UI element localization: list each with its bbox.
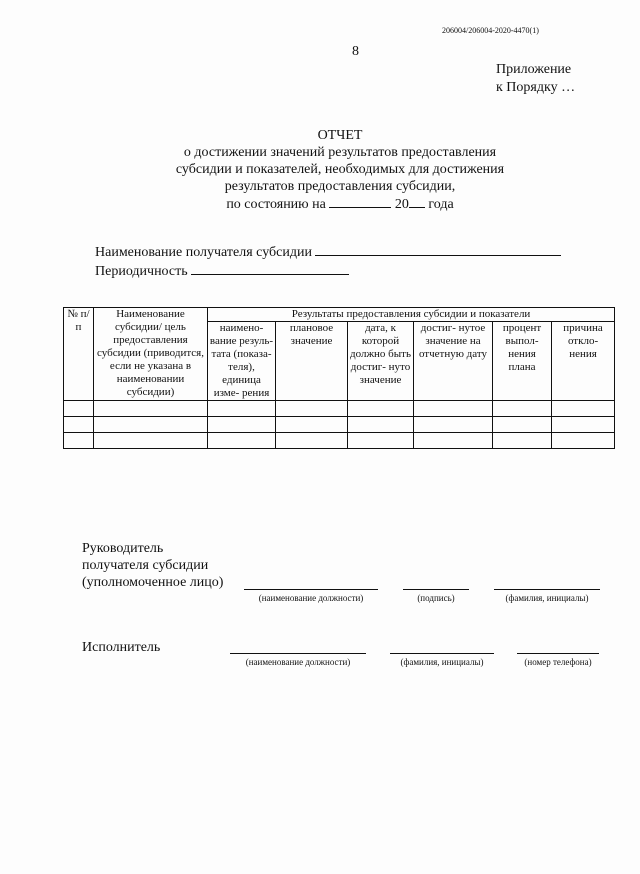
table-row	[64, 433, 615, 449]
header-deviation-reason: причина откло- нения	[552, 322, 615, 401]
table-cell[interactable]	[208, 401, 276, 417]
head-label-line-3: (уполномоченное лицо)	[82, 575, 224, 590]
head-position-line[interactable]	[244, 589, 378, 590]
periodicity-label: Периодичность	[95, 264, 188, 279]
header-target-date: дата, к которой должно быть достиг- нуто значение	[348, 322, 414, 401]
date-blank-year[interactable]	[409, 195, 425, 208]
exec-caption-phone: (номер телефона)	[524, 657, 592, 667]
executor-label: Исполнитель	[82, 640, 161, 655]
head-caption-position: (наименование должности)	[258, 593, 364, 603]
head-name-line[interactable]	[494, 589, 600, 590]
exec-caption-position: (наименование должности)	[245, 657, 351, 667]
table-cell[interactable]	[276, 401, 348, 417]
header-subsidy-name: Наименование субсидии/ цель предоставления субсидии (приводится, если не указана в наименовании субсидии)	[94, 308, 208, 401]
header-number: № п/п	[64, 308, 94, 401]
table-cell[interactable]	[414, 417, 493, 433]
header-achieved-value: достиг- нутое значение на отчетную дату	[414, 322, 493, 401]
table-row	[64, 401, 615, 417]
table-cell[interactable]	[552, 417, 615, 433]
appendix-note	[496, 61, 575, 97]
table-cell[interactable]	[414, 433, 493, 449]
table-cell[interactable]	[348, 417, 414, 433]
head-signature-line[interactable]	[403, 589, 469, 590]
exec-position-line[interactable]	[230, 653, 366, 654]
title-line-2: субсидии и показателей, необходимых для достижения	[175, 162, 505, 177]
header-planned-value: плановое значение	[276, 322, 348, 401]
appendix-line-1: Приложение	[496, 62, 572, 77]
table-cell[interactable]	[94, 401, 208, 417]
header-results-group: Результаты предоставления субсидии и показатели	[208, 308, 615, 322]
table-cell[interactable]	[276, 417, 348, 433]
periodicity-input-line[interactable]	[191, 262, 349, 275]
title-line-3: результатов предоставления субсидии,	[224, 179, 456, 194]
head-caption-name: (фамилия, инициалы)	[505, 593, 589, 603]
table-cell[interactable]	[64, 401, 94, 417]
table-row	[64, 417, 615, 433]
page-number: 8	[352, 44, 359, 59]
report-title	[120, 127, 560, 213]
report-heading: ОТЧЕТ	[317, 128, 363, 143]
table-cell[interactable]	[552, 433, 615, 449]
table-cell[interactable]	[414, 401, 493, 417]
head-label-line-1: Руководитель	[82, 541, 164, 556]
recipient-field	[95, 243, 561, 261]
head-caption-signature: (подпись)	[417, 593, 455, 603]
table-cell[interactable]	[276, 433, 348, 449]
table-cell[interactable]	[493, 401, 552, 417]
exec-name-line[interactable]	[390, 653, 494, 654]
title-line-4	[120, 195, 560, 213]
table-cell[interactable]	[208, 433, 276, 449]
table-cell[interactable]	[552, 401, 615, 417]
recipient-label: Наименование получателя субсидии	[95, 245, 312, 260]
date-suffix: года	[428, 197, 454, 212]
header-completion-percent: процент выпол- нения плана	[493, 322, 552, 401]
table-cell[interactable]	[94, 417, 208, 433]
exec-caption-name: (фамилия, инициалы)	[400, 657, 484, 667]
appendix-line-2: к Порядку …	[496, 80, 576, 95]
table-cell[interactable]	[64, 433, 94, 449]
table-cell[interactable]	[348, 401, 414, 417]
table-cell[interactable]	[493, 433, 552, 449]
results-table	[63, 307, 615, 449]
title-line-1: о достижении значений результатов предоставления	[183, 145, 497, 160]
date-year-prefix: 20	[394, 197, 409, 212]
head-signature-label	[82, 540, 223, 591]
table-cell[interactable]	[348, 433, 414, 449]
header-result-name: наимено- вание резуль- тата (показа- теля), единица изме- рения	[208, 322, 276, 401]
table-cell[interactable]	[493, 417, 552, 433]
table-cell[interactable]	[208, 417, 276, 433]
document-id: 206004/206004-2020-4470(1)	[442, 26, 539, 35]
table-cell[interactable]	[64, 417, 94, 433]
exec-phone-line[interactable]	[517, 653, 599, 654]
periodicity-field	[95, 262, 349, 280]
date-blank-day[interactable]	[329, 195, 391, 208]
table-cell[interactable]	[94, 433, 208, 449]
date-prefix: по состоянию на	[226, 197, 326, 212]
head-label-line-2: получателя субсидии	[82, 558, 209, 573]
recipient-input-line[interactable]	[315, 243, 561, 256]
